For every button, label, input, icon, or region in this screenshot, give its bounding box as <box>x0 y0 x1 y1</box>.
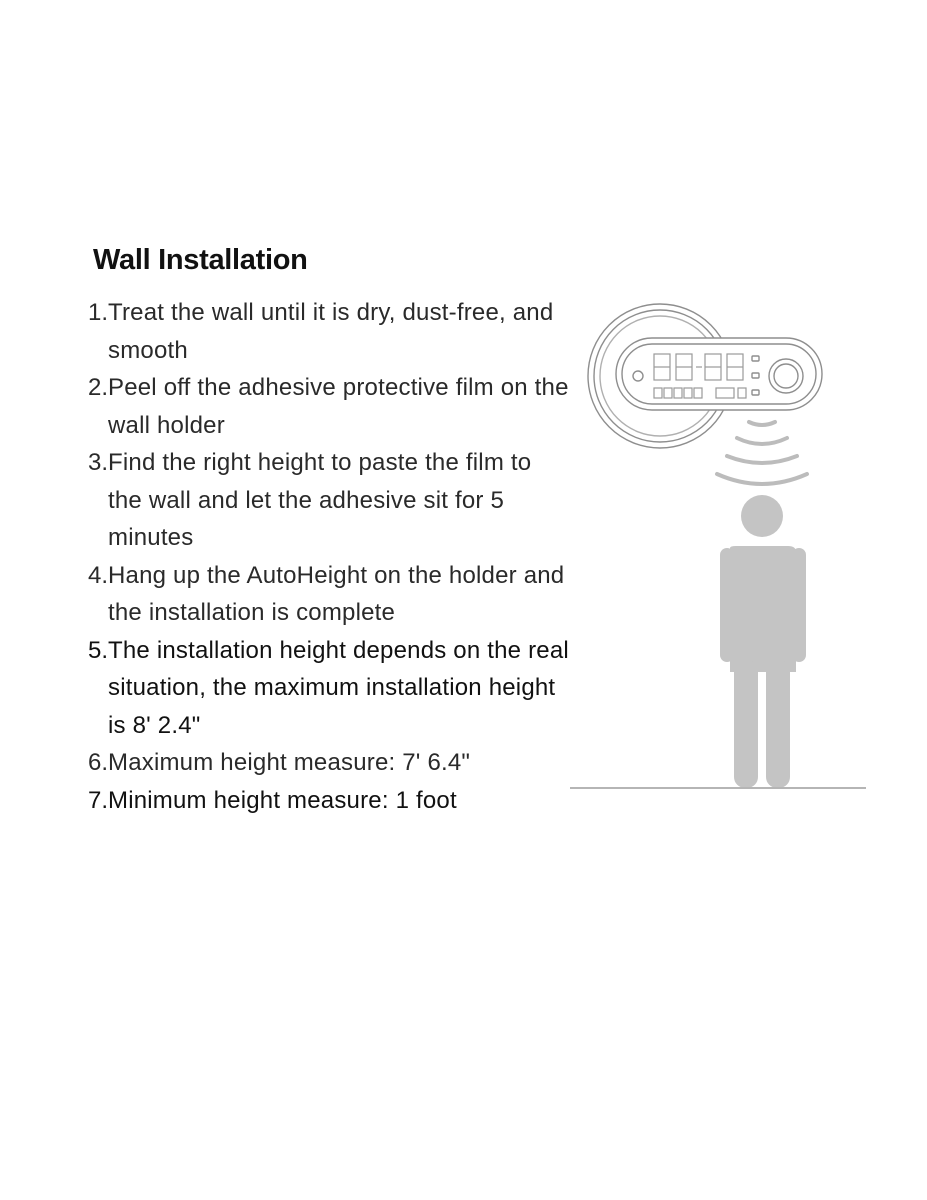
page-title: Wall Installation <box>93 244 308 276</box>
step-text: The installation height depends on the real situation, the maximum installation height is 8' 2.4" <box>108 636 569 739</box>
step-number: 4. <box>87 561 108 589</box>
signal-waves-icon <box>717 422 807 484</box>
list-item <box>78 782 570 820</box>
step-number: 3. <box>87 449 108 476</box>
step-text: Hang up the AutoHeight on the holder and the installation is complete <box>108 561 565 626</box>
step-number: 5. <box>87 636 108 664</box>
step-text: Maximum height measure: 7' 6.4" <box>108 749 471 776</box>
step-text: Peel off the adhesive protective film on the wall holder <box>108 374 569 439</box>
list-item <box>78 369 570 444</box>
step-number: 7. <box>87 786 108 814</box>
list-item <box>78 632 570 745</box>
step-number: 2. <box>87 374 108 401</box>
installation-steps <box>78 294 570 819</box>
step-text: Treat the wall until it is dry, dust-free, and smooth <box>108 299 554 364</box>
step-number: 6. <box>87 749 108 776</box>
person-figure-icon <box>720 495 806 788</box>
list-item <box>78 557 570 632</box>
list-item <box>78 444 570 557</box>
step-text: Minimum height measure: 1 foot <box>108 786 457 814</box>
list-item <box>78 744 570 782</box>
installation-illustration <box>560 300 880 800</box>
step-number: 1. <box>87 299 108 326</box>
step-text: Find the right height to paste the film to the wall and let the adhesive sit for 5 minutes <box>108 449 532 551</box>
height-sensor-device-icon <box>588 304 822 448</box>
list-item <box>78 294 570 369</box>
